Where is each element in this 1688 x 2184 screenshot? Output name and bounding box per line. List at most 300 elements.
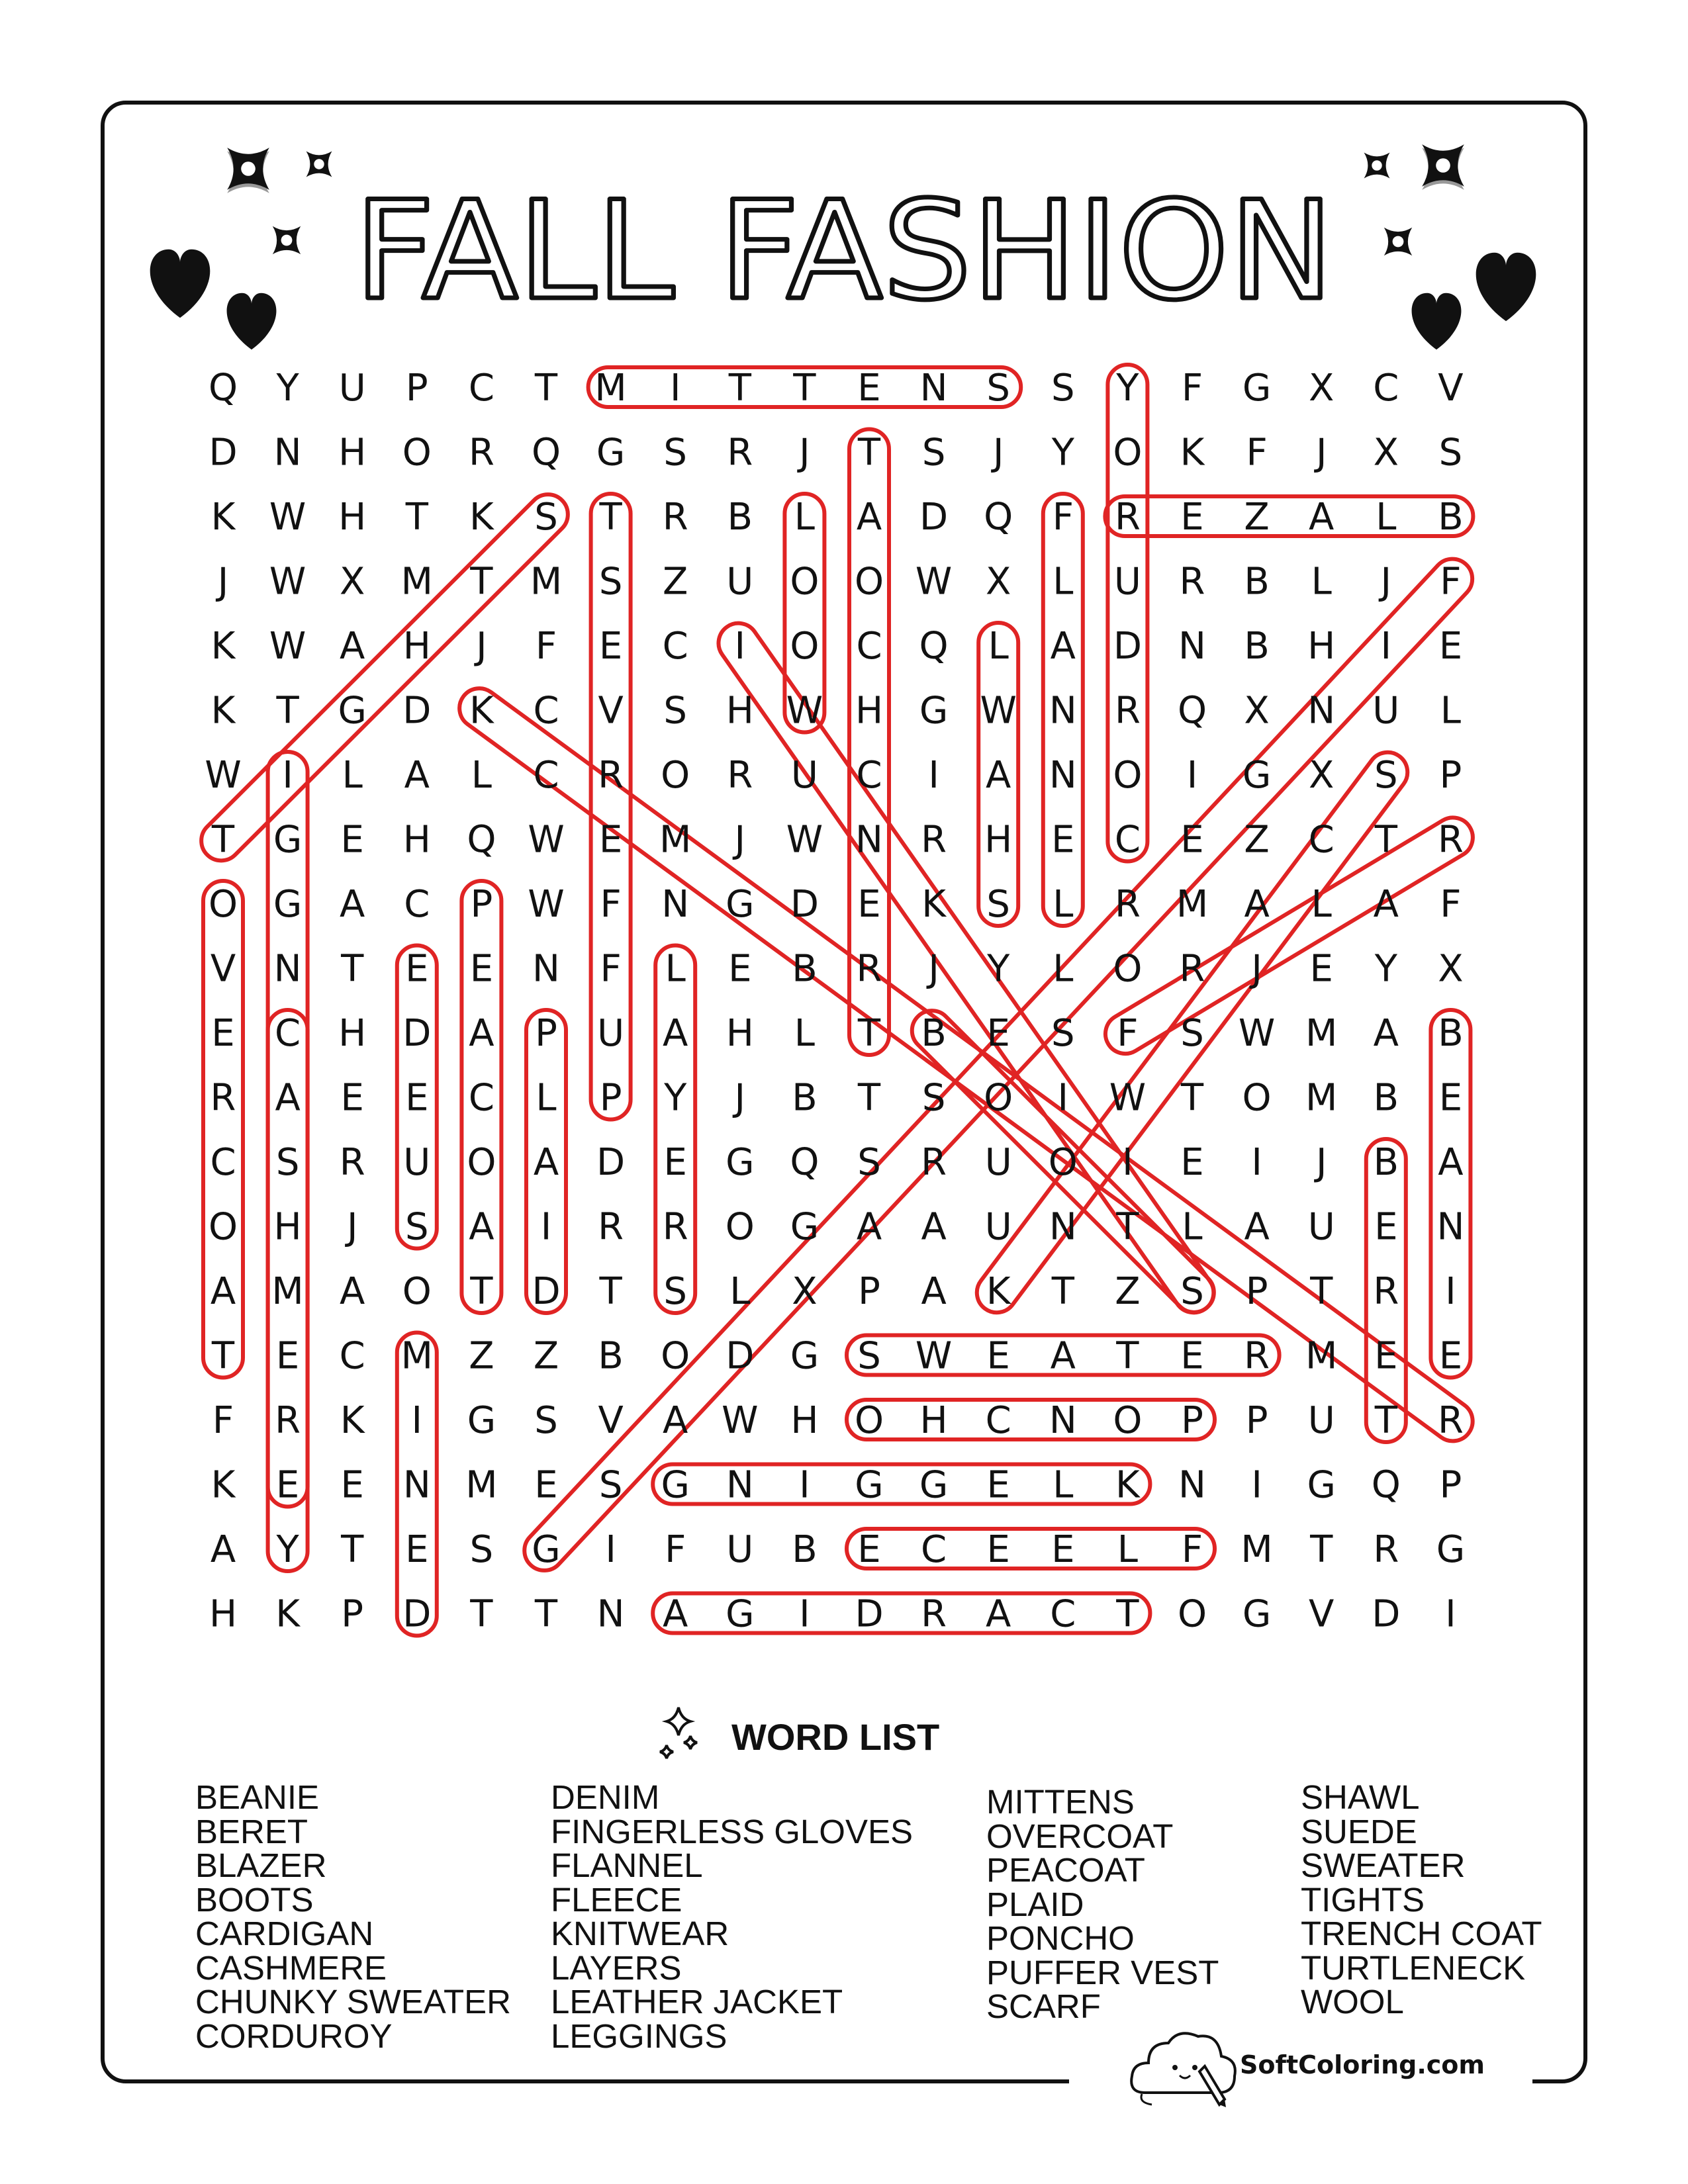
grid-letter[interactable]: H	[402, 625, 431, 668]
grid-letter[interactable]: M	[1305, 1334, 1338, 1378]
grid-letter[interactable]: A	[663, 1592, 688, 1636]
grid-letter[interactable]: S	[469, 1528, 494, 1571]
grid-letter[interactable]: R	[1179, 560, 1205, 604]
grid-letter[interactable]: S	[275, 1141, 300, 1184]
grid-letter[interactable]: K	[211, 625, 236, 668]
grid-letter[interactable]: H	[338, 1012, 367, 1055]
grid-letter[interactable]: U	[1372, 689, 1400, 733]
grid-letter[interactable]: S	[663, 689, 687, 733]
grid-letter[interactable]: R	[1437, 818, 1464, 862]
grid-letter[interactable]: Q	[984, 496, 1013, 539]
grid-letter[interactable]: T	[341, 947, 364, 991]
grid-letter[interactable]: Q	[531, 431, 561, 475]
grid-letter[interactable]: P	[1181, 1399, 1203, 1442]
grid-letter[interactable]: K	[1180, 431, 1205, 475]
grid-letter[interactable]: H	[1307, 625, 1336, 668]
grid-letter[interactable]: U	[597, 1012, 625, 1055]
grid-letter[interactable]: N	[919, 367, 948, 410]
grid-letter[interactable]: J	[1315, 1141, 1327, 1184]
grid-letter[interactable]: I	[799, 1463, 810, 1507]
grid-letter[interactable]: S	[857, 1141, 881, 1184]
grid-letter[interactable]: C	[662, 625, 688, 668]
grid-letter[interactable]: Z	[1244, 496, 1270, 539]
grid-letter[interactable]: E	[275, 1463, 300, 1507]
grid-letter[interactable]: L	[794, 496, 816, 539]
grid-letter[interactable]: K	[275, 1592, 300, 1636]
grid-letter[interactable]: S	[921, 431, 946, 475]
grid-letter[interactable]: W	[528, 883, 565, 926]
grid-letter[interactable]: R	[727, 431, 753, 475]
grid-letter[interactable]: O	[984, 1076, 1013, 1120]
grid-letter[interactable]: W	[269, 496, 306, 539]
grid-letter[interactable]: K	[211, 689, 236, 733]
grid-letter[interactable]: S	[663, 431, 687, 475]
grid-letter[interactable]: B	[1438, 496, 1464, 539]
grid-letter[interactable]: E	[598, 818, 623, 862]
grid-letter[interactable]: T	[599, 496, 622, 539]
grid-letter[interactable]: E	[857, 1528, 881, 1571]
grid-letter[interactable]: K	[1115, 1463, 1140, 1507]
grid-letter[interactable]: T	[857, 1076, 881, 1120]
grid-letter[interactable]: B	[598, 1334, 624, 1378]
grid-letter[interactable]: T	[1374, 1399, 1397, 1442]
grid-letter[interactable]: L	[536, 1076, 557, 1120]
grid-letter[interactable]: A	[340, 883, 365, 926]
grid-letter[interactable]: H	[402, 818, 431, 862]
grid-letter[interactable]: H	[984, 818, 1013, 862]
grid-letter[interactable]: E	[275, 1334, 300, 1378]
grid-letter[interactable]: E	[405, 947, 429, 991]
grid-letter[interactable]: Z	[533, 1334, 559, 1378]
grid-letter[interactable]: S	[921, 1076, 946, 1120]
grid-letter[interactable]: H	[338, 496, 367, 539]
grid-letter[interactable]: L	[1053, 947, 1074, 991]
grid-letter[interactable]: E	[986, 1528, 1010, 1571]
grid-letter[interactable]: C	[468, 367, 494, 410]
brand-name[interactable]: SoftColoring.com	[1240, 2050, 1485, 2079]
grid-letter[interactable]: H	[855, 689, 884, 733]
grid-letter[interactable]: L	[1182, 1205, 1203, 1249]
grid-letter[interactable]: W	[528, 818, 565, 862]
grid-letter[interactable]: X	[986, 560, 1011, 604]
grid-letter[interactable]: D	[209, 431, 238, 475]
grid-letter[interactable]: H	[338, 431, 367, 475]
grid-letter[interactable]: O	[1048, 1141, 1078, 1184]
grid-letter[interactable]: P	[858, 1270, 880, 1313]
grid-letter[interactable]: S	[1180, 1012, 1204, 1055]
grid-letter[interactable]: I	[1186, 754, 1198, 797]
grid-letter[interactable]: H	[726, 1012, 754, 1055]
grid-letter[interactable]: H	[209, 1592, 238, 1636]
grid-letter[interactable]: E	[1180, 1334, 1204, 1378]
grid-letter[interactable]: U	[984, 1141, 1012, 1184]
grid-letter[interactable]: M	[465, 1463, 498, 1507]
grid-letter[interactable]: O	[208, 1205, 238, 1249]
grid-letter[interactable]: E	[1051, 1528, 1075, 1571]
grid-letter[interactable]: S	[534, 496, 558, 539]
grid-letter[interactable]: W	[269, 560, 306, 604]
grid-letter[interactable]: N	[855, 818, 883, 862]
grid-letter[interactable]: F	[535, 625, 557, 668]
grid-letter[interactable]: Q	[208, 367, 238, 410]
grid-letter[interactable]: C	[921, 1528, 947, 1571]
grid-letter[interactable]: T	[793, 367, 816, 410]
grid-letter[interactable]: E	[1438, 1076, 1463, 1120]
grid-letter[interactable]: B	[792, 1528, 818, 1571]
grid-letter[interactable]: R	[1437, 1399, 1464, 1442]
grid-letter[interactable]: D	[790, 883, 819, 926]
grid-letter[interactable]: J	[476, 625, 487, 668]
grid-letter[interactable]: P	[405, 367, 428, 410]
grid-letter[interactable]: G	[596, 431, 626, 475]
grid-letter[interactable]: P	[1439, 754, 1462, 797]
grid-letter[interactable]: U	[726, 560, 754, 604]
grid-letter[interactable]: B	[921, 1012, 947, 1055]
grid-letter[interactable]: T	[405, 496, 428, 539]
grid-letter[interactable]: L	[1117, 1528, 1139, 1571]
grid-letter[interactable]: R	[1114, 883, 1141, 926]
grid-letter[interactable]: I	[540, 1205, 552, 1249]
grid-letter[interactable]: R	[210, 1076, 236, 1120]
grid-letter[interactable]: I	[669, 367, 681, 410]
grid-letter[interactable]: M	[400, 1334, 433, 1378]
grid-letter[interactable]: O	[402, 431, 432, 475]
grid-letter[interactable]: W	[1109, 1076, 1147, 1120]
grid-letter[interactable]: I	[411, 1399, 423, 1442]
grid-letter[interactable]: T	[276, 689, 299, 733]
grid-letter[interactable]: L	[342, 754, 363, 797]
grid-letter[interactable]: N	[1307, 689, 1336, 733]
grid-letter[interactable]: L	[471, 754, 492, 797]
grid-letter[interactable]: K	[921, 883, 946, 926]
grid-letter[interactable]: J	[734, 818, 746, 862]
grid-letter[interactable]: R	[662, 1205, 688, 1249]
grid-letter[interactable]: G	[338, 689, 367, 733]
grid-letter[interactable]: J	[346, 1205, 358, 1249]
grid-letter[interactable]: B	[1438, 1012, 1464, 1055]
grid-letter[interactable]: E	[1438, 1334, 1463, 1378]
grid-letter[interactable]: O	[854, 560, 884, 604]
grid-letter[interactable]: U	[984, 1205, 1012, 1249]
grid-letter[interactable]: S	[986, 883, 1010, 926]
grid-letter[interactable]: S	[1374, 754, 1398, 797]
grid-letter[interactable]: Y	[664, 1076, 687, 1120]
grid-letter[interactable]: F	[665, 1528, 686, 1571]
grid-letter[interactable]: L	[1053, 560, 1074, 604]
grid-letter[interactable]: K	[469, 689, 494, 733]
grid-letter[interactable]: N	[273, 431, 302, 475]
grid-letter[interactable]: G	[790, 1334, 820, 1378]
grid-letter[interactable]: E	[405, 1528, 429, 1571]
grid-letter[interactable]: S	[986, 367, 1010, 410]
grid-letter[interactable]: J	[217, 560, 229, 604]
grid-letter[interactable]: E	[340, 1463, 364, 1507]
grid-letter[interactable]: Q	[1371, 1463, 1401, 1507]
grid-letter[interactable]: S	[534, 1399, 558, 1442]
grid-letter[interactable]: E	[1180, 1141, 1204, 1184]
grid-letter[interactable]: J	[734, 1076, 746, 1120]
grid-letter[interactable]: X	[1309, 367, 1335, 410]
grid-letter[interactable]: E	[857, 883, 881, 926]
grid-letter[interactable]: G	[855, 1463, 884, 1507]
grid-letter[interactable]: M	[1241, 1528, 1273, 1571]
grid-letter[interactable]: E	[534, 1463, 558, 1507]
grid-letter[interactable]: L	[1053, 1463, 1074, 1507]
grid-letter[interactable]: F	[1181, 367, 1203, 410]
grid-letter[interactable]: C	[210, 1141, 236, 1184]
grid-letter[interactable]: A	[533, 1141, 559, 1184]
grid-letter[interactable]: E	[340, 1076, 364, 1120]
grid-letter[interactable]: R	[1114, 496, 1141, 539]
grid-letter[interactable]: U	[1113, 560, 1141, 604]
grid-letter[interactable]: H	[726, 689, 754, 733]
grid-letter[interactable]: O	[790, 560, 820, 604]
grid-letter[interactable]: T	[1051, 1270, 1074, 1313]
grid-letter[interactable]: A	[210, 1528, 236, 1571]
grid-letter[interactable]: N	[1049, 689, 1077, 733]
grid-letter[interactable]: C	[985, 1399, 1011, 1442]
grid-letter[interactable]: F	[1052, 496, 1074, 539]
grid-letter[interactable]: N	[596, 1592, 625, 1636]
grid-letter[interactable]: O	[790, 625, 820, 668]
grid-letter[interactable]: D	[1113, 625, 1142, 668]
grid-letter[interactable]: V	[598, 1399, 624, 1442]
grid-letter[interactable]: B	[1373, 1076, 1399, 1120]
grid-letter[interactable]: F	[212, 1399, 234, 1442]
grid-letter[interactable]: M	[1305, 1076, 1338, 1120]
grid-letter[interactable]: E	[1180, 496, 1204, 539]
grid-letter[interactable]: Q	[467, 818, 496, 862]
grid-letter[interactable]: A	[1373, 1012, 1399, 1055]
grid-letter[interactable]: L	[988, 625, 1009, 668]
grid-letter[interactable]: E	[1051, 818, 1075, 862]
grid-letter[interactable]: Q	[1177, 689, 1207, 733]
grid-letter[interactable]: A	[1050, 1334, 1076, 1378]
grid-letter[interactable]: G	[1242, 754, 1272, 797]
grid-letter[interactable]: I	[1057, 1076, 1069, 1120]
grid-letter[interactable]: G	[790, 1205, 820, 1249]
grid-letter[interactable]: R	[921, 1592, 947, 1636]
grid-letter[interactable]: R	[598, 754, 624, 797]
grid-letter[interactable]: V	[598, 689, 624, 733]
grid-letter[interactable]: A	[856, 1205, 882, 1249]
grid-letter[interactable]: L	[729, 1270, 751, 1313]
grid-letter[interactable]: T	[211, 1334, 235, 1378]
grid-letter[interactable]: C	[404, 883, 430, 926]
grid-letter[interactable]: E	[857, 367, 881, 410]
grid-letter[interactable]: X	[1244, 689, 1270, 733]
grid-letter[interactable]: I	[928, 754, 939, 797]
grid-letter[interactable]: A	[469, 1012, 494, 1055]
grid-letter[interactable]: A	[1244, 1205, 1270, 1249]
grid-letter[interactable]: T	[1116, 1334, 1139, 1378]
grid-letter[interactable]: G	[467, 1399, 496, 1442]
grid-letter[interactable]: P	[470, 883, 493, 926]
grid-letter[interactable]: U	[726, 1528, 754, 1571]
grid-letter[interactable]: I	[1380, 625, 1392, 668]
grid-letter[interactable]: T	[1310, 1528, 1333, 1571]
grid-letter[interactable]: I	[1122, 1141, 1133, 1184]
grid-letter[interactable]: P	[535, 1012, 557, 1055]
grid-letter[interactable]: I	[1445, 1270, 1456, 1313]
grid-letter[interactable]: G	[1307, 1463, 1336, 1507]
grid-letter[interactable]: T	[728, 367, 751, 410]
grid-letter[interactable]: G	[1242, 1592, 1272, 1636]
grid-letter[interactable]: F	[1117, 1012, 1139, 1055]
grid-letter[interactable]: D	[402, 1012, 432, 1055]
grid-letter[interactable]: A	[663, 1012, 688, 1055]
grid-letter[interactable]: E	[340, 818, 364, 862]
grid-letter[interactable]: R	[1244, 1334, 1270, 1378]
grid-letter[interactable]: L	[1440, 689, 1462, 733]
grid-letter[interactable]: F	[1246, 431, 1268, 475]
grid-letter[interactable]: A	[663, 1399, 688, 1442]
grid-letter[interactable]: R	[1373, 1528, 1399, 1571]
grid-letter[interactable]: C	[533, 754, 559, 797]
grid-letter[interactable]: F	[600, 883, 622, 926]
grid-letter[interactable]: R	[598, 1205, 624, 1249]
grid-letter[interactable]: K	[986, 1270, 1011, 1313]
grid-letter[interactable]: X	[1309, 754, 1335, 797]
grid-letter[interactable]: E	[598, 625, 623, 668]
grid-letter[interactable]: E	[1374, 1205, 1398, 1249]
grid-letter[interactable]: U	[1307, 1399, 1335, 1442]
grid-letter[interactable]: O	[1113, 1399, 1143, 1442]
grid-letter[interactable]: U	[790, 754, 818, 797]
grid-letter[interactable]: K	[340, 1399, 365, 1442]
grid-letter[interactable]: F	[1181, 1528, 1203, 1571]
grid-letter[interactable]: E	[211, 1012, 235, 1055]
grid-letter[interactable]: Q	[790, 1141, 820, 1184]
grid-letter[interactable]: E	[986, 1012, 1010, 1055]
grid-letter[interactable]: T	[534, 1592, 558, 1636]
grid-letter[interactable]: R	[856, 947, 882, 991]
grid-letter[interactable]: R	[921, 818, 947, 862]
grid-letter[interactable]: A	[275, 1076, 301, 1120]
grid-letter[interactable]: Y	[1374, 947, 1397, 991]
grid-letter[interactable]: G	[273, 883, 303, 926]
grid-letter[interactable]: M	[530, 560, 563, 604]
grid-letter[interactable]: B	[792, 1076, 818, 1120]
grid-letter[interactable]: C	[1308, 818, 1335, 862]
grid-letter[interactable]: C	[275, 1012, 301, 1055]
grid-letter[interactable]: X	[792, 1270, 818, 1313]
grid-letter[interactable]: T	[857, 431, 881, 475]
grid-letter[interactable]: T	[599, 1270, 622, 1313]
grid-letter[interactable]: J	[799, 431, 810, 475]
grid-letter[interactable]: G	[532, 1528, 561, 1571]
grid-letter[interactable]: W	[205, 754, 242, 797]
grid-letter[interactable]: T	[341, 1528, 364, 1571]
grid-letter[interactable]: T	[470, 1592, 493, 1636]
grid-letter[interactable]: P	[1245, 1270, 1268, 1313]
grid-letter[interactable]: N	[1049, 1399, 1077, 1442]
grid-letter[interactable]: Y	[276, 1528, 299, 1571]
grid-letter[interactable]: A	[210, 1270, 236, 1313]
grid-letter[interactable]: S	[857, 1334, 881, 1378]
grid-letter[interactable]: X	[340, 560, 365, 604]
grid-letter[interactable]: W	[786, 818, 823, 862]
grid-letter[interactable]: R	[275, 1399, 301, 1442]
grid-letter[interactable]: C	[856, 754, 882, 797]
grid-letter[interactable]: A	[469, 1205, 494, 1249]
grid-letter[interactable]: D	[726, 1334, 755, 1378]
grid-letter[interactable]: C	[1373, 367, 1399, 410]
grid-letter[interactable]: I	[1445, 1592, 1456, 1636]
grid-letter[interactable]: L	[665, 947, 686, 991]
grid-letter[interactable]: A	[1244, 883, 1270, 926]
grid-letter[interactable]: S	[1438, 431, 1463, 475]
grid-letter[interactable]: Z	[663, 560, 688, 604]
grid-letter[interactable]: N	[661, 883, 690, 926]
grid-letter[interactable]: N	[273, 947, 302, 991]
grid-letter[interactable]: S	[405, 1205, 429, 1249]
grid-letter[interactable]: P	[341, 1592, 364, 1636]
grid-letter[interactable]: N	[1049, 754, 1077, 797]
grid-letter[interactable]: A	[921, 1270, 947, 1313]
grid-letter[interactable]: L	[1376, 496, 1397, 539]
grid-letter[interactable]: M	[400, 560, 433, 604]
grid-letter[interactable]: C	[533, 689, 559, 733]
grid-letter[interactable]: O	[1113, 431, 1143, 475]
grid-letter[interactable]: D	[855, 1592, 884, 1636]
grid-letter[interactable]: R	[1373, 1270, 1399, 1313]
grid-letter[interactable]: R	[339, 1141, 365, 1184]
grid-letter[interactable]: C	[1050, 1592, 1076, 1636]
grid-letter[interactable]: R	[727, 754, 753, 797]
grid-letter[interactable]: V	[210, 947, 236, 991]
grid-letter[interactable]: B	[1373, 1141, 1399, 1184]
grid-letter[interactable]: I	[1251, 1141, 1262, 1184]
grid-letter[interactable]: A	[404, 754, 430, 797]
grid-letter[interactable]: A	[1050, 625, 1076, 668]
grid-letter[interactable]: G	[726, 1592, 755, 1636]
grid-letter[interactable]: O	[661, 1334, 690, 1378]
grid-letter[interactable]: R	[1114, 689, 1141, 733]
grid-letter[interactable]: J	[928, 947, 939, 991]
grid-letter[interactable]: C	[856, 625, 882, 668]
grid-letter[interactable]: M	[659, 818, 692, 862]
grid-letter[interactable]: E	[1309, 947, 1333, 991]
grid-letter[interactable]: M	[1305, 1012, 1338, 1055]
grid-letter[interactable]: R	[1179, 947, 1205, 991]
grid-letter[interactable]: R	[468, 431, 494, 475]
grid-letter[interactable]: R	[662, 496, 688, 539]
grid-letter[interactable]: O	[1242, 1076, 1272, 1120]
grid-letter[interactable]: W	[980, 689, 1017, 733]
grid-letter[interactable]: M	[1176, 883, 1209, 926]
grid-letter[interactable]: P	[599, 1076, 622, 1120]
grid-letter[interactable]: M	[594, 367, 627, 410]
grid-letter[interactable]: B	[1244, 560, 1270, 604]
grid-letter[interactable]: G	[1436, 1528, 1466, 1571]
grid-letter[interactable]: D	[532, 1270, 561, 1313]
grid-letter[interactable]: H	[273, 1205, 302, 1249]
grid-letter[interactable]: A	[986, 1592, 1011, 1636]
grid-letter[interactable]: I	[1251, 1463, 1262, 1507]
grid-letter[interactable]: G	[273, 818, 303, 862]
grid-letter[interactable]: G	[726, 883, 755, 926]
grid-letter[interactable]: G	[919, 1463, 949, 1507]
grid-letter[interactable]: C	[468, 1076, 494, 1120]
grid-letter[interactable]: M	[271, 1270, 304, 1313]
grid-letter[interactable]: T	[1180, 1076, 1204, 1120]
grid-letter[interactable]: X	[1373, 431, 1399, 475]
grid-letter[interactable]: O	[1113, 754, 1143, 797]
grid-letter[interactable]: D	[402, 689, 432, 733]
grid-letter[interactable]: E	[986, 1334, 1010, 1378]
grid-letter[interactable]: H	[790, 1399, 819, 1442]
